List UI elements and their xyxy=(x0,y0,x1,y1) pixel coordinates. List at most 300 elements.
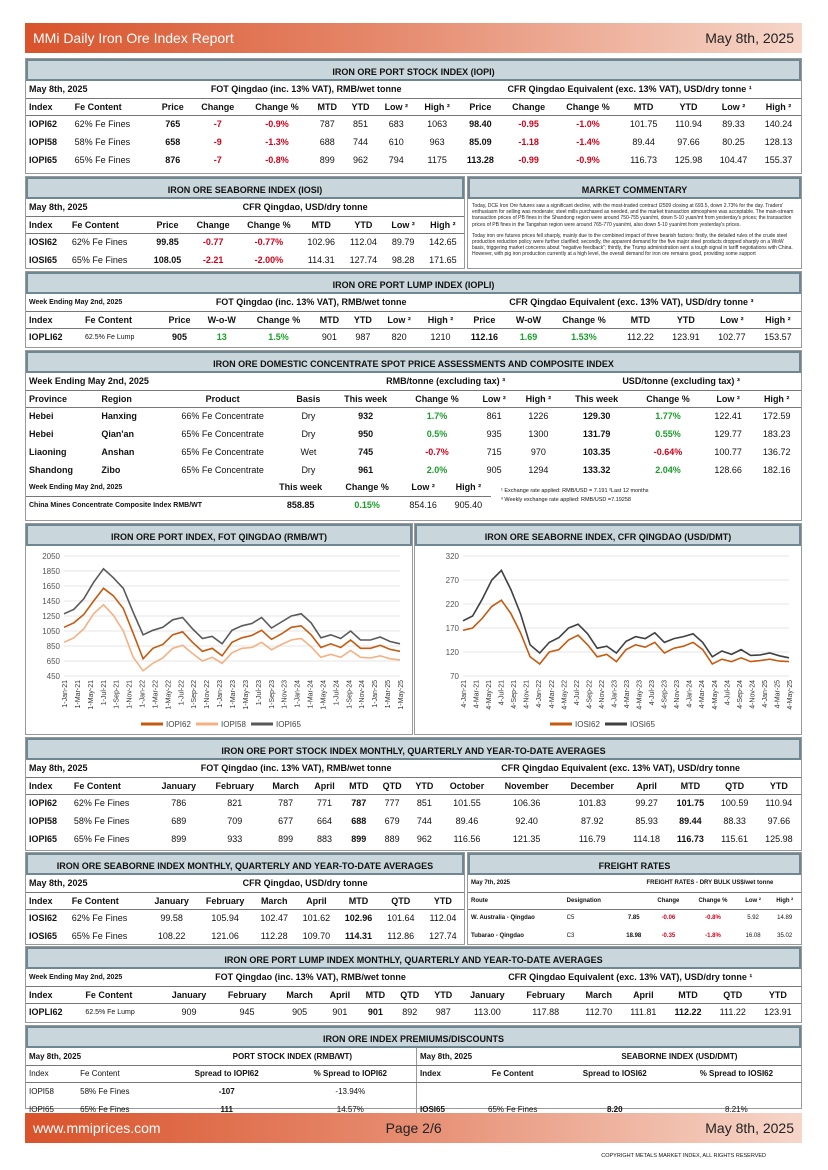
table-cell: Liaoning xyxy=(29,447,67,457)
table-cell: 658 xyxy=(165,137,181,147)
column-header: Province xyxy=(26,390,98,407)
table-cell: C5 xyxy=(566,915,575,922)
column-header: QTD xyxy=(712,777,756,794)
column-header: High ² xyxy=(516,390,562,407)
column-header: Low ² xyxy=(704,390,753,407)
table-cell: 129.77 xyxy=(714,429,742,439)
table-cell: 1.77% xyxy=(655,411,681,422)
table-cell: 677 xyxy=(278,816,294,826)
column-header: MTD xyxy=(312,311,347,328)
table-cell: -1.0% xyxy=(576,119,600,130)
x-tick-label: 1-Sep-23 xyxy=(268,680,276,709)
column-header: MTD xyxy=(337,892,379,909)
table-cell: 127.74 xyxy=(349,255,378,265)
table-cell: 901 xyxy=(367,1007,383,1018)
y-tick-label: 2050 xyxy=(42,552,60,561)
table-cell: -2.21 xyxy=(202,255,224,265)
table-cell: 140.24 xyxy=(764,119,793,130)
iosi-section: IRON ORE SEABORNE INDEX (IOSI) May 8th, 2025 CFR Qingdao, USD/dry tonne Index Fe Content Price Change Change % MTD YTD Low ² High ² IOSI62 62% Fe Fines 99.85 -0.77 -0.77% 102.96 112.04 89.79 142.65 IOSI65 65% Fe Fines 108.05 -2.21 -2.00% 114.31 127.74 98.28 171.65 xyxy=(25,176,465,269)
table-cell: -2.00% xyxy=(254,255,284,265)
column-header: Low ² xyxy=(385,216,422,233)
table-cell: W. Australia - Qingdao xyxy=(471,915,535,922)
table-row xyxy=(26,794,801,812)
table-cell: 65% Fe Concentrate xyxy=(181,429,264,439)
table-cell: 5.92 xyxy=(747,915,759,922)
x-tick-label: 4-Nov-22 xyxy=(598,680,606,709)
column-header: January xyxy=(152,777,205,794)
table-cell: 85.93 xyxy=(635,816,658,826)
x-tick-label: 1-May-23 xyxy=(242,680,250,710)
commentary-section xyxy=(467,176,802,269)
y-tick-label: 1050 xyxy=(42,627,60,636)
table-cell: 688 xyxy=(319,137,335,147)
column-header: April xyxy=(307,777,342,794)
x-tick-label: 4-Nov-23 xyxy=(674,680,682,709)
table-row xyxy=(26,251,464,269)
column-header: QTD xyxy=(711,986,755,1003)
x-tick-label: 4-Mar-23 xyxy=(624,680,631,709)
table-cell: 933 xyxy=(227,834,243,844)
x-tick-label: 1-Jan-21 xyxy=(62,680,69,708)
column-header: YTD xyxy=(347,311,380,328)
x-tick-label: 4-Mar-21 xyxy=(473,680,481,709)
x-tick-label: 4-Jul-23 xyxy=(649,680,657,706)
x-tick-label: 1-May-21 xyxy=(87,680,95,710)
table-cell: -1.18 xyxy=(518,137,539,147)
table-cell: IOPI65 xyxy=(29,155,58,165)
legend-label: IOPI58 xyxy=(221,720,246,729)
table-cell: 136.72 xyxy=(762,447,791,457)
table-cell: C3 xyxy=(566,933,575,939)
x-tick-label: 1-Sep-21 xyxy=(113,680,121,709)
x-tick-label: 1-Nov-23 xyxy=(281,680,289,709)
table-cell: 709 xyxy=(227,816,243,826)
column-header: Low ² xyxy=(473,390,516,407)
column-header: Fe Content xyxy=(71,777,152,794)
table-cell: 112.28 xyxy=(260,931,288,941)
seaborne-monthly-section: IRON ORE SEABORNE INDEX MONTHLY, QUARTERLY AND YEAR-TO-DATE AVERAGES May 8th, 2025 CFR Qingdao, USD/dry tonne Index Fe Content January February March April MTD QTD YTD IOSI62 62% Fe Fines 99.58 105.94 102.47 101.62 102.96 101.64 112.04 IOSI65 65% Fe Fines 108.22 121.06 112.28 109.70 114.31 112.86 127.74 xyxy=(25,852,465,945)
column-header: High ² xyxy=(755,311,801,328)
commentary-p2: Today iron ore futures prices fell sharply, mainly due to the combined impact of three bearish factors: firstly, the detailed rules of the crude steel production reduction policy were further clarified; secondly, the apparent demand for the five major steel products dropped sharply on a WoW basis, triggering market concerns about "negative feedback"; thirdly, the Trump administration sent a tough signal in tariff negotiations with China. However, with pig iron production currently at a high level, the overall demand for iron ore remains good, providing some support xyxy=(472,232,793,258)
x-tick-label: 1-May-24 xyxy=(320,680,328,710)
table-cell: 116.73 xyxy=(630,155,658,165)
table-cell: 171.65 xyxy=(429,255,457,265)
column-header: January xyxy=(161,986,216,1003)
iopi-section xyxy=(25,58,802,174)
column-header: MTD xyxy=(621,98,666,115)
table-row xyxy=(26,328,801,346)
port-index-chart-svg xyxy=(26,546,410,732)
table-cell: -0.8% xyxy=(265,155,289,165)
x-tick-label: 1-Mar-24 xyxy=(307,680,315,709)
commentary-title: MARKET COMMENTARY xyxy=(468,177,801,199)
column-header: High ² xyxy=(419,311,462,328)
table-cell: 89.44 xyxy=(632,137,655,147)
column-header: Change xyxy=(503,98,555,115)
x-tick-label: 4-Sep-21 xyxy=(511,680,519,709)
table-cell: 102.77 xyxy=(718,332,746,343)
table-cell: 905 xyxy=(486,465,502,475)
table-cell: 97.66 xyxy=(677,137,700,147)
column-header: March xyxy=(277,986,321,1003)
table-row xyxy=(26,425,801,443)
table-cell: 155.37 xyxy=(764,155,793,165)
table-cell: 109.70 xyxy=(302,931,331,941)
y-tick-label: 170 xyxy=(445,624,459,633)
table-cell: 861 xyxy=(486,411,502,422)
table-cell: 98.28 xyxy=(391,255,415,265)
table-cell: 113.00 xyxy=(473,1007,501,1018)
table-cell: -0.99 xyxy=(518,155,539,165)
table-cell: 112.04 xyxy=(429,913,457,924)
table-cell: 89.79 xyxy=(391,237,415,248)
port-index-chart xyxy=(25,523,413,735)
x-tick-label: 4-Jul-24 xyxy=(724,680,732,706)
table-cell: 102.96 xyxy=(307,237,335,248)
column-header: Change % xyxy=(245,311,312,328)
table-cell: 899 xyxy=(351,834,367,844)
table-cell: 101.83 xyxy=(578,798,607,809)
table-cell: IOPLI62 xyxy=(29,1007,63,1018)
table-cell: 610 xyxy=(388,137,404,147)
table-cell: Anshan xyxy=(101,447,135,457)
x-tick-label: 4-Mar-24 xyxy=(699,680,707,709)
table-cell: -9 xyxy=(213,137,222,147)
table-cell: 123.91 xyxy=(672,332,700,343)
footer-url[interactable]: www.mmiprices.com xyxy=(33,1120,161,1136)
column-header: Price xyxy=(146,216,188,233)
table-cell: 153.57 xyxy=(764,332,792,343)
table-cell: 112.16 xyxy=(470,332,498,343)
table-cell: IOPI58 xyxy=(29,137,58,147)
x-tick-label: 1-Jan-22 xyxy=(139,680,147,708)
table-cell: -0.7% xyxy=(425,447,449,457)
table-cell: 99.58 xyxy=(160,913,183,924)
column-header: Change % xyxy=(244,98,310,115)
legend-label: IOPI65 xyxy=(276,720,301,729)
table-cell: 97.66 xyxy=(767,816,791,826)
y-tick-label: 650 xyxy=(46,657,60,666)
table-cell: 777 xyxy=(384,798,400,809)
table-cell: 65% Fe Fines xyxy=(71,931,128,941)
column-header: Price xyxy=(462,311,507,328)
table-cell: 892 xyxy=(402,1007,418,1018)
table-row xyxy=(468,927,801,945)
table-row xyxy=(26,812,801,830)
column-header: December xyxy=(560,777,625,794)
x-tick-label: 1-Mar-23 xyxy=(230,680,237,709)
x-tick-label: 1-Jul-21 xyxy=(100,680,108,706)
column-header: Fe Content xyxy=(69,892,146,909)
x-tick-label: 4-Mar-22 xyxy=(548,680,556,709)
column-header: YTD xyxy=(422,892,464,909)
column-header: YTD xyxy=(344,98,376,115)
table-cell: 114.31 xyxy=(307,255,335,265)
table-cell: 80.25 xyxy=(722,137,745,147)
table-cell: -0.77 xyxy=(202,237,224,248)
table-cell: 1300 xyxy=(528,429,549,439)
x-tick-label: 1-Sep-24 xyxy=(346,680,354,709)
column-header: Low ² xyxy=(738,892,769,909)
table-cell: 85.09 xyxy=(469,137,492,147)
iosi-header-row xyxy=(26,216,464,233)
table-cell: 101.75 xyxy=(629,119,658,130)
column-header: YTD xyxy=(663,311,709,328)
column-header: High ² xyxy=(416,98,458,115)
column-header: QTD xyxy=(380,892,422,909)
x-tick-label: 1-May-25 xyxy=(398,680,405,710)
column-header: Index xyxy=(26,311,82,328)
column-header: High ² xyxy=(768,892,801,909)
table-row xyxy=(26,233,464,251)
table-cell: -0.95 xyxy=(518,119,539,130)
table-cell: 14.89 xyxy=(777,915,793,922)
iopi-header-row xyxy=(26,98,801,115)
table-cell: Dry xyxy=(301,429,316,439)
column-header: YTD xyxy=(409,777,441,794)
x-tick-label: 1-Jan-25 xyxy=(372,680,380,708)
table-cell: 2.0% xyxy=(426,465,448,475)
table-cell: 664 xyxy=(317,816,333,826)
table-row xyxy=(26,443,801,461)
table-cell: Dry xyxy=(301,411,316,422)
x-tick-label: 4-Nov-24 xyxy=(749,680,757,709)
x-tick-label: 1-Jan-24 xyxy=(294,680,302,708)
table-cell: 715 xyxy=(486,447,502,457)
table-cell: 99.85 xyxy=(156,237,179,248)
table-cell: 889 xyxy=(384,834,400,844)
table-cell: 114.31 xyxy=(345,931,373,941)
table-cell: 89.46 xyxy=(455,816,479,826)
x-tick-label: 4-Jan-23 xyxy=(611,680,619,708)
table-cell: 133.32 xyxy=(582,465,611,475)
column-header: Price xyxy=(458,98,502,115)
column-header: MTD xyxy=(310,98,344,115)
table-cell: 115.61 xyxy=(721,834,748,844)
column-header: This week xyxy=(330,390,401,407)
table-cell: 794 xyxy=(388,155,404,165)
column-header: Fe Content xyxy=(69,216,147,233)
x-tick-label: 4-Sep-22 xyxy=(586,680,594,709)
table-cell: 962 xyxy=(352,155,368,165)
column-header: Change % xyxy=(632,390,704,407)
table-cell: -0.35 xyxy=(661,933,676,939)
column-header: Low ² xyxy=(377,98,417,115)
table-row xyxy=(26,461,801,479)
table-cell: 935 xyxy=(486,429,502,439)
table-cell: 1175 xyxy=(427,155,447,165)
y-tick-label: 220 xyxy=(445,600,459,609)
column-header: Region xyxy=(98,390,158,407)
table-cell: 106.36 xyxy=(512,798,541,809)
table-cell: 123.91 xyxy=(764,1007,792,1018)
x-tick-label: 1-May-22 xyxy=(165,680,173,710)
table-cell: 1294 xyxy=(528,465,549,475)
column-header: W-o-W xyxy=(198,311,245,328)
x-tick-label: 1-Jul-24 xyxy=(333,680,341,706)
table-cell: 65% Fe Concentrate xyxy=(181,447,264,457)
table-cell: 99.27 xyxy=(635,798,658,809)
x-tick-label: 4-May-24 xyxy=(711,680,719,710)
table-cell: 62.5% Fe Lump xyxy=(85,1008,135,1016)
table-cell: IOSI65 xyxy=(29,931,58,941)
chart2-title: IRON ORE SEABORNE INDEX, CFR QINGDAO (USD/DMT) xyxy=(415,524,801,546)
column-header: Change xyxy=(189,216,238,233)
table-cell: IOSI65 xyxy=(29,255,58,265)
table-cell: 13 xyxy=(216,332,227,343)
table-cell: 101.55 xyxy=(453,798,481,809)
iosi-title: IRON ORE SEABORNE INDEX (IOSI) xyxy=(26,177,464,199)
column-header: April xyxy=(322,986,358,1003)
x-tick-label: 1-Jul-22 xyxy=(178,680,186,706)
x-tick-label: 4-Mar-25 xyxy=(774,680,782,709)
column-header: Change % xyxy=(688,892,738,909)
page-number: Page 2/6 xyxy=(385,1120,442,1136)
column-header: Change % xyxy=(401,390,473,407)
table-cell: 688 xyxy=(351,816,367,826)
x-tick-label: 4-Jan-21 xyxy=(461,680,468,708)
table-cell: 101.62 xyxy=(302,913,331,924)
column-header: Index xyxy=(26,777,71,794)
table-cell: 0.55% xyxy=(655,429,681,439)
table-cell: 689 xyxy=(171,816,187,826)
column-header: Route xyxy=(468,892,564,909)
table-cell: 744 xyxy=(352,137,368,147)
table-cell: 100.59 xyxy=(720,798,749,809)
column-header: Low ² xyxy=(379,311,419,328)
y-tick-label: 270 xyxy=(445,576,459,585)
table-cell: -0.9% xyxy=(576,155,600,165)
table-cell: 765 xyxy=(165,119,181,130)
column-header: February xyxy=(515,986,576,1003)
x-tick-label: 1-Sep-22 xyxy=(191,680,199,709)
table-cell: Wet xyxy=(300,447,317,457)
column-header: March xyxy=(253,892,295,909)
commentary-p1: Today, DCE Iron Ore futures saw a significant decline, with the most-traded contract I2509 closing at 693.5, down 2.73% for the day. Traders' enthusiasm for selling was moderate; steel mills purchased as needed, and the market transaction atmosphere was acceptable. The main-stream transaction prices of PB fines in the Shandong region were around 750-755 yuan/mt, down 5-10 yuan/mt from yesterday's prices; the transaction prices of PB fines in the Tangshan region were around 765-770 yuan/mt, also down 5-10 yuan/mt from yesterday's prices. xyxy=(472,203,794,228)
iopli-section: IRON ORE PORT LUMP INDEX (IOPLI) Week Ending May 2nd, 2025 FOT Qingdao (inc. 13% VAT), RMB/wet tonne CFR Qingdao Equivalent (exc. 13% VAT), USD/dry tonne ³ Index Fe Content Price W-o-W Change % MTD YTD Low ² High ² Price W-oW Change % MTD YTD Low ² High ² IOPLI62 62.5% Fe Lump 905 13 1.5% 901 987 820 1210 112.16 1.69 1.53% 112.22 123.91 102.77 153.57 xyxy=(25,271,802,348)
column-header: QTD xyxy=(393,986,427,1003)
domestic-section: IRON ORE DOMESTIC CONCENTRATE SPOT PRICE ASSESSMENTS AND COMPOSITE INDEX Week Ending May 2nd, 2025 RMB/tonne (excluding tax) ³ USD/tonne (excluding tax) ³ Province Region Product Basis This week Change % Low ² High ² This week Change % Low ² High ² Hebei Hanxing 66% Fe Concentrate Dry 932 1.7% 861 1226 129.30 1.77% 122.41 172.59 Hebei Qian'an 65% Fe Concentrate Dry 950 0.5% 935 1300 131.79 0.55% 129.77 183.23 Liaoning Anshan 65% Fe Concentrate Wet 745 -0.7% 715 970 103.35 -0.64% 100.77 136.72 Shandong Zibo 65% Fe Concentrate Dry 961 2.0% 905 1294 133.32 2.04% 128.66 182.16 Week Ending May 2nd, 2025 This week Change % Low ² High ² China Mines Concentrate Composite Index RMB/WT 858.85 0.15% 854.16 905.40 ¹ Exchange rate applied: RMB/USD = 7.191 ²Last 12 months ³ Weekly exchange rate applied: RMB/USD =7.19258 xyxy=(25,350,802,521)
table-cell: 66% Fe Concentrate xyxy=(181,411,264,422)
table-cell: Tubarao - Qingdao xyxy=(471,933,524,939)
table-cell: Hanxing xyxy=(101,411,137,422)
column-header: YTD xyxy=(427,986,460,1003)
series-line-IOSI62 xyxy=(463,600,789,664)
column-header: YTD xyxy=(755,986,801,1003)
y-tick-label: 320 xyxy=(445,552,459,561)
table-cell: IOPI65 xyxy=(29,834,58,844)
report-date: May 8th, 2025 xyxy=(705,30,794,46)
table-cell: 128.13 xyxy=(764,137,793,147)
column-header: February xyxy=(217,986,278,1003)
column-header: MTD xyxy=(665,986,710,1003)
table-cell: 114.18 xyxy=(633,834,661,844)
table-cell: IOPI62 xyxy=(29,798,58,809)
iosi-rows xyxy=(26,233,464,269)
x-tick-label: 4-May-22 xyxy=(561,680,569,710)
column-header: Index xyxy=(26,892,69,909)
x-tick-label: 1-Mar-22 xyxy=(152,680,160,709)
y-tick-label: 1850 xyxy=(42,567,60,576)
column-header: February xyxy=(205,777,264,794)
column-header: February xyxy=(197,892,253,909)
table-cell: 821 xyxy=(227,798,243,809)
table-row xyxy=(26,909,464,927)
table-cell: 2.04% xyxy=(655,465,681,475)
x-tick-label: 4-May-21 xyxy=(486,680,494,710)
x-tick-label: 4-May-23 xyxy=(636,680,644,710)
table-cell: -0.77% xyxy=(254,237,284,248)
table-cell: IOPLI62 xyxy=(29,332,63,343)
table-cell: 899 xyxy=(171,834,187,844)
table-cell: 89.44 xyxy=(679,816,702,826)
table-cell: 1.53% xyxy=(571,332,597,343)
table-cell: 131.79 xyxy=(582,429,611,439)
table-cell: 110.94 xyxy=(765,798,793,809)
table-cell: -1.4% xyxy=(576,137,600,147)
column-header: January xyxy=(146,892,197,909)
column-header: Fe Content xyxy=(72,98,154,115)
table-cell: Dry xyxy=(301,465,316,475)
table-cell: 116.56 xyxy=(453,834,481,844)
table-cell: 172.59 xyxy=(762,411,791,422)
table-cell: 901 xyxy=(332,1007,348,1018)
table-cell: -1.8% xyxy=(705,933,721,939)
iopi-title: IRON ORE PORT STOCK INDEX (IOPI) xyxy=(26,59,801,81)
table-cell: 182.16 xyxy=(762,465,791,475)
lump-monthly-section: IRON ORE PORT LUMP INDEX MONTHLY, QUARTERLY AND YEAR-TO-DATE AVERAGES Week Ending May 2nd, 2025 FOT Qingdao (inc. 13% VAT), RMB/wet tonne CFR Qingdao Equivalent (exc. 13% VAT), USD/dry tonne ¹ Index Fe Content January February March April MTD QTD YTD January February March April MTD QTD YTD IOPLI62 62.5% Fe Lump 909 945 905 901 901 892 987 113.00 117.88 112.70 111.81 112.22 111.22 123.91 xyxy=(25,946,802,1023)
table-cell: 101.64 xyxy=(386,913,415,924)
table-cell: 112.22 xyxy=(674,1007,702,1018)
composite-table: Week Ending May 2nd, 2025 This week Change % Low ² High ² China Mines Concentrate Composite Index RMB/WT 858.85 0.15% 854.16 905.40 xyxy=(26,479,491,514)
column-header: March xyxy=(264,777,307,794)
table-cell: 122.41 xyxy=(714,411,742,422)
y-tick-label: 70 xyxy=(450,672,459,681)
table-cell: 745 xyxy=(358,447,374,457)
table-cell: 1063 xyxy=(427,119,448,130)
table-cell: 102.96 xyxy=(344,913,373,924)
x-tick-label: 4-Jan-24 xyxy=(686,680,694,708)
freight-section: FREIGHT RATES May 7th, 2025 FREIGHT RATES - DRY BULK US$/wet tonne Route Designation Change Change % Low ² High ² W. Australia - Qingdao C5 7.85 -0.06 -0.8% 5.92 14.89 Tubarao - Qingdao C3 18.98 -0.35 -1.8% 16.08 35.02 xyxy=(467,852,802,945)
column-header: W-oW xyxy=(507,311,550,328)
table-cell: 89.33 xyxy=(722,119,745,130)
table-cell: 116.73 xyxy=(676,834,704,844)
table-cell: 16.08 xyxy=(745,933,761,939)
table-cell: 787 xyxy=(351,798,367,809)
header-band xyxy=(25,23,802,53)
table-row xyxy=(468,909,801,927)
table-cell: -7 xyxy=(213,119,222,130)
domestic-title: IRON ORE DOMESTIC CONCENTRATE SPOT PRICE ASSESSMENTS AND COMPOSITE INDEX xyxy=(26,351,801,373)
table-cell: 100.77 xyxy=(714,447,742,457)
x-tick-label: 1-Nov-21 xyxy=(126,680,134,709)
table-cell: 105.94 xyxy=(211,913,239,924)
column-header: Designation xyxy=(564,892,619,909)
table-cell: 963 xyxy=(429,137,445,147)
table-row xyxy=(26,830,801,848)
x-tick-label: 4-Jan-22 xyxy=(536,680,544,708)
table-cell: 35.02 xyxy=(777,933,793,939)
table-cell: 945 xyxy=(239,1007,255,1018)
column-header: Change xyxy=(192,98,244,115)
table-cell: 962 xyxy=(416,834,432,844)
exchange-notes: ¹ Exchange rate applied: RMB/USD = 7.191 ²Last 12 months ³ Weekly exchange rate applied: RMB/USD =7.19258 xyxy=(501,488,649,503)
column-header: Index xyxy=(26,98,72,115)
table-cell: 18.98 xyxy=(626,933,642,939)
table-cell: Hebei xyxy=(29,429,54,439)
table-cell: 901 xyxy=(321,332,337,343)
table-cell: 7.85 xyxy=(627,915,640,922)
